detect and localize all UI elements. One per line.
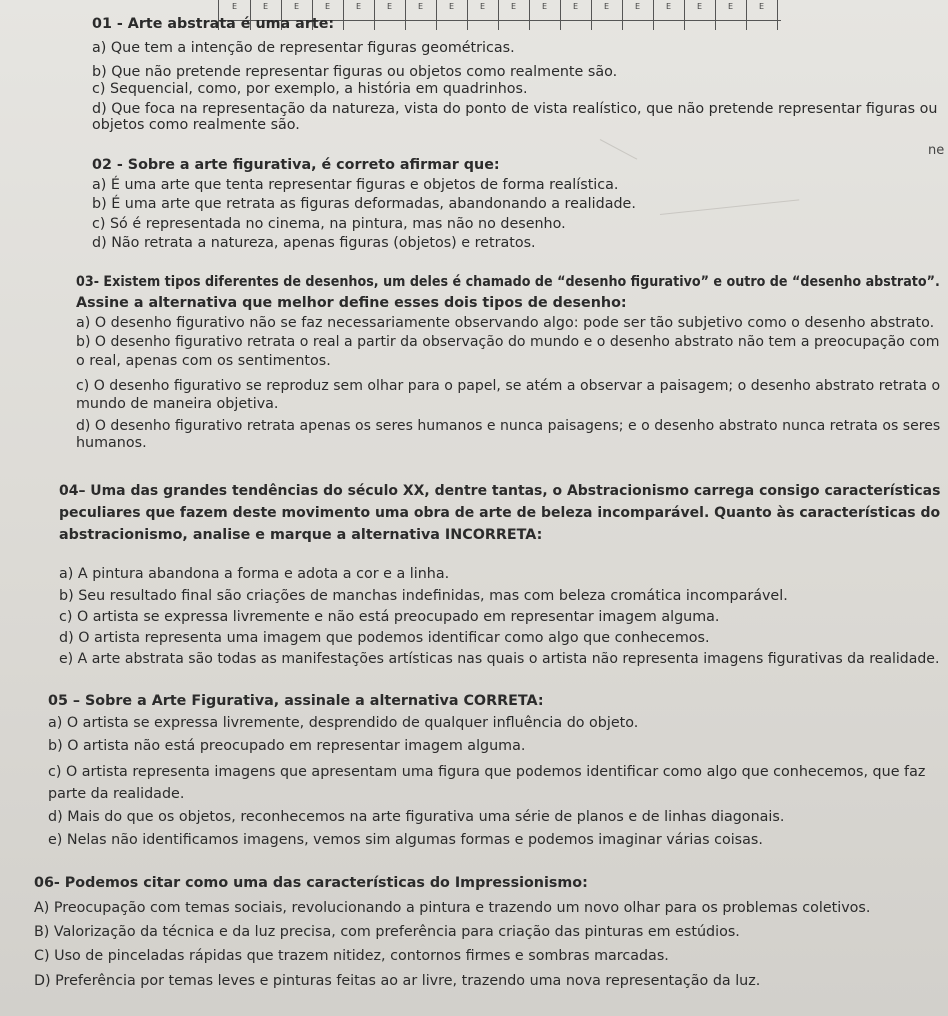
- answer-grid-cell: [498, 0, 530, 30]
- question-6-option-A: A) Preocupação com temas sociais, revolucionando a pintura e trazendo um novo olhar para os problemas coletivos.: [34, 900, 871, 916]
- answer-grid-cell-label: E: [758, 2, 765, 11]
- question-4-title-cont: peculiares que fazem deste movimento uma obra de arte de beleza incomparável. Quanto às características do: [59, 505, 941, 521]
- answer-grid-cell: [684, 0, 716, 30]
- question-2-option-b: b) É uma arte que retrata as figuras deformadas, abandonando a realidade.: [92, 196, 636, 212]
- question-5-option-b: b) O artista não está preocupado em representar imagem alguma.: [48, 738, 526, 754]
- question-2-title: 02 - Sobre a arte figurativa, é correto afirmar que:: [92, 157, 500, 173]
- question-5-title: 05 – Sobre a Arte Figurativa, assinale a alternativa CORRETA:: [48, 693, 544, 709]
- question-3-option-a: a) O desenho figurativo não se faz necessariamente observando algo: pode ser tão subjetivo como o desenho abstrato.: [76, 315, 935, 331]
- question-6-title: 06- Podemos citar como uma das características do Impressionismo:: [34, 875, 588, 891]
- margin-fragment: ne: [928, 143, 945, 158]
- answer-grid-cell-label: E: [634, 2, 641, 11]
- question-2-option-c: c) Só é representada no cinema, na pintura, mas não no desenho.: [92, 216, 566, 232]
- answer-grid-cell: [591, 0, 623, 30]
- answer-grid-cell-label: E: [293, 2, 300, 11]
- answer-grid-cell: [436, 0, 468, 30]
- question-2-option-d: d) Não retrata a natureza, apenas figuras (objetos) e retratos.: [92, 235, 536, 251]
- question-5-option-c-cont: parte da realidade.: [48, 786, 185, 802]
- question-4-option-c: c) O artista se expressa livremente e não está preocupado em representar imagem alguma.: [59, 609, 720, 625]
- question-6-option-D: D) Preferência por temas leves e pinturas feitas ao ar livre, trazendo uma nova representação da luz.: [34, 973, 761, 989]
- question-5-option-d: d) Mais do que os objetos, reconhecemos na arte figurativa uma série de planos e de linhas diagonais.: [48, 809, 785, 825]
- answer-grid-cell-label: E: [665, 2, 672, 11]
- answer-grid-cell: [653, 0, 685, 30]
- answer-grid-cell-label: E: [448, 2, 455, 11]
- answer-grid-cell: [715, 0, 747, 30]
- question-1-option-d: d) Que foca na representação da natureza, vista do ponto de vista realístico, que não pretende representar figuras ou: [92, 101, 938, 117]
- question-3-title: 03- Existem tipos diferentes de desenhos, um deles é chamado de “desenho figurativo” e outro de “desenho abstrato”.: [76, 274, 940, 290]
- answer-grid-cell: [529, 0, 561, 30]
- question-3-title-cont: Assine a alternativa que melhor define esses dois tipos de desenho:: [76, 295, 627, 311]
- answer-grid-cell: [560, 0, 592, 30]
- question-4-title-cont-2: abstracionismo, analise e marque a alternativa INCORRETA:: [59, 527, 543, 543]
- answer-grid-cell-label: E: [541, 2, 548, 11]
- question-5-option-a: a) O artista se expressa livremente, desprendido de qualquer influência do objeto.: [48, 715, 639, 731]
- answer-grid-cell-label: E: [262, 2, 269, 11]
- answer-grid-cell: [467, 0, 499, 30]
- answer-grid-cell-label: E: [355, 2, 362, 11]
- question-1-option-a: a) Que tem a intenção de representar figuras geométricas.: [92, 40, 515, 56]
- question-4-option-a: a) A pintura abandona a forma e adota a cor e a linha.: [59, 566, 450, 582]
- question-3-option-b: b) O desenho figurativo retrata o real a partir da observação do mundo e o desenho abstrato não tem a preocupação com: [76, 334, 940, 350]
- answer-grid-cell-label: E: [324, 2, 331, 11]
- question-1-option-c: c) Sequencial, como, por exemplo, a história em quadrinhos.: [92, 81, 528, 97]
- answer-grid-cell: [405, 0, 437, 30]
- question-4-option-d: d) O artista representa uma imagem que podemos identificar como algo que conhecemos.: [59, 630, 710, 646]
- answer-grid-cell: [374, 0, 406, 30]
- question-5-option-c: c) O artista representa imagens que apresentam uma figura que podemos identificar como algo que conhecemos, que faz: [48, 764, 926, 780]
- answer-grid-cell-label: E: [727, 2, 734, 11]
- answer-grid-cell: [746, 0, 778, 30]
- question-4-title: 04– Uma das grandes tendências do século XX, dentre tantas, o Abstracionismo carrega consigo características: [59, 483, 941, 499]
- question-3-option-c: c) O desenho figurativo se reproduz sem olhar para o papel, se atém a observar a paisagem; o desenho abstrato retrata o: [76, 378, 941, 394]
- answer-grid-cell-label: E: [417, 2, 424, 11]
- answer-grid-cell-label: E: [572, 2, 579, 11]
- question-6-option-C: C) Uso de pinceladas rápidas que trazem nitidez, contornos firmes e sombras marcadas.: [34, 948, 669, 964]
- answer-grid-cell: [622, 0, 654, 30]
- question-6-option-B: B) Valorização da técnica e da luz precisa, com preferência para criação das pinturas em estúdios.: [34, 924, 740, 940]
- question-4-option-e: e) A arte abstrata são todas as manifestações artísticas nas quais o artista não representa imagens figurativas da realidade.: [59, 651, 940, 667]
- question-3-option-c-cont: mundo de maneira objetiva.: [76, 396, 279, 412]
- question-3-option-b-cont: o real, apenas com os sentimentos.: [76, 353, 331, 369]
- question-1-option-b: b) Que não pretende representar figuras ou objetos como realmente são.: [92, 64, 618, 80]
- answer-grid-cell-label: E: [231, 2, 238, 11]
- question-3-option-d: d) O desenho figurativo retrata apenas os seres humanos e nunca paisagens; e o desenho abstrato nunca retrata os seres: [76, 418, 941, 434]
- question-2-option-a: a) É uma arte que tenta representar figuras e objetos de forma realística.: [92, 177, 619, 193]
- question-4-option-b: b) Seu resultado final são criações de manchas indefinidas, mas com beleza cromática incomparável.: [59, 588, 788, 604]
- answer-grid-cell: [343, 0, 375, 30]
- answer-grid-cell-label: E: [696, 2, 703, 11]
- question-1-option-d-cont: objetos como realmente são.: [92, 117, 300, 133]
- answer-grid-cell-label: E: [479, 2, 486, 11]
- answer-grid-cell-label: E: [603, 2, 610, 11]
- answer-grid-cell-label: E: [386, 2, 393, 11]
- question-1-title: 01 - Arte abstrata é uma arte:: [92, 16, 335, 32]
- question-5-option-e: e) Nelas não identificamos imagens, vemos sim algumas formas e podemos imaginar várias coisas.: [48, 832, 763, 848]
- answer-grid-cell-label: E: [510, 2, 517, 11]
- question-3-option-d-cont: humanos.: [76, 435, 147, 451]
